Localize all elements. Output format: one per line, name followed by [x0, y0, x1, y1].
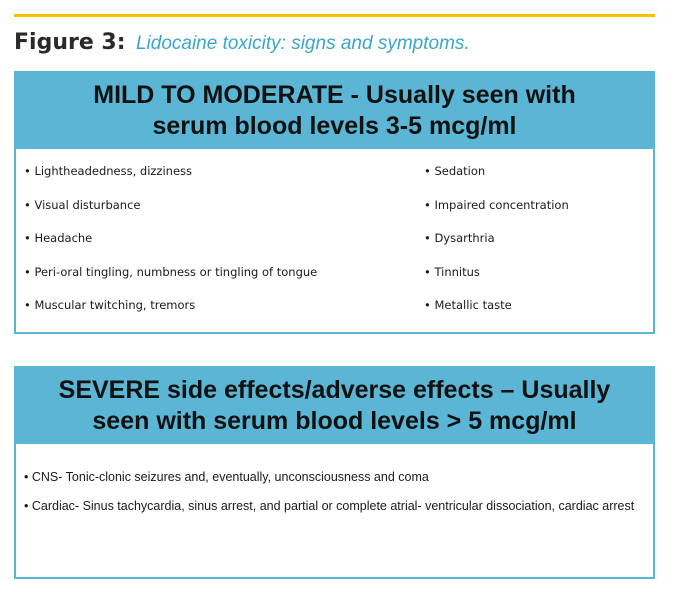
figure-caption: [14, 28, 470, 58]
severe-header-line-1: SEVERE side effects/adverse effects – Usually: [58, 376, 611, 404]
list-item: • Visual disturbance: [24, 198, 414, 232]
severe-symptom-list: [16, 444, 653, 514]
severe-header-line-2: seen with serum blood levels > 5 mcg/ml: [92, 407, 577, 435]
list-item: • Headache: [24, 231, 414, 265]
mild-header-line-2: serum blood levels 3-5 mcg/ml: [152, 112, 517, 140]
mild-moderate-panel: [14, 71, 655, 334]
mild-right-list: [424, 164, 644, 332]
mild-header-line-1: MILD TO MODERATE - Usually seen with: [93, 81, 576, 109]
list-item: • Cardiac- Sinus tachycardia, sinus arrest, and partial or complete atrial- ventricular dissociation, cardiac arrest: [24, 499, 645, 514]
list-item: • Dysarthria: [424, 231, 644, 265]
mild-left-list: [24, 164, 414, 332]
list-item: • Muscular twitching, tremors: [24, 298, 414, 332]
list-item: • Impaired concentration: [424, 198, 644, 232]
list-item: • Sedation: [424, 164, 644, 198]
list-item: • Lightheadedness, dizziness: [24, 164, 414, 198]
figure-label: Figure 3:: [14, 30, 126, 55]
mild-symptom-columns: [16, 149, 653, 332]
severe-panel: [14, 366, 655, 579]
mild-moderate-header: [16, 73, 653, 149]
list-item: • CNS- Tonic-clonic seizures and, eventually, unconsciousness and coma: [24, 470, 645, 485]
figure-title: Lidocaine toxicity: signs and symptoms.: [135, 33, 470, 54]
severe-header: [16, 368, 653, 444]
top-accent-rule: [14, 14, 655, 17]
list-item: • Metallic taste: [424, 298, 644, 332]
list-item: • Tinnitus: [424, 265, 644, 299]
list-item: • Peri-oral tingling, numbness or tingling of tongue: [24, 265, 414, 299]
